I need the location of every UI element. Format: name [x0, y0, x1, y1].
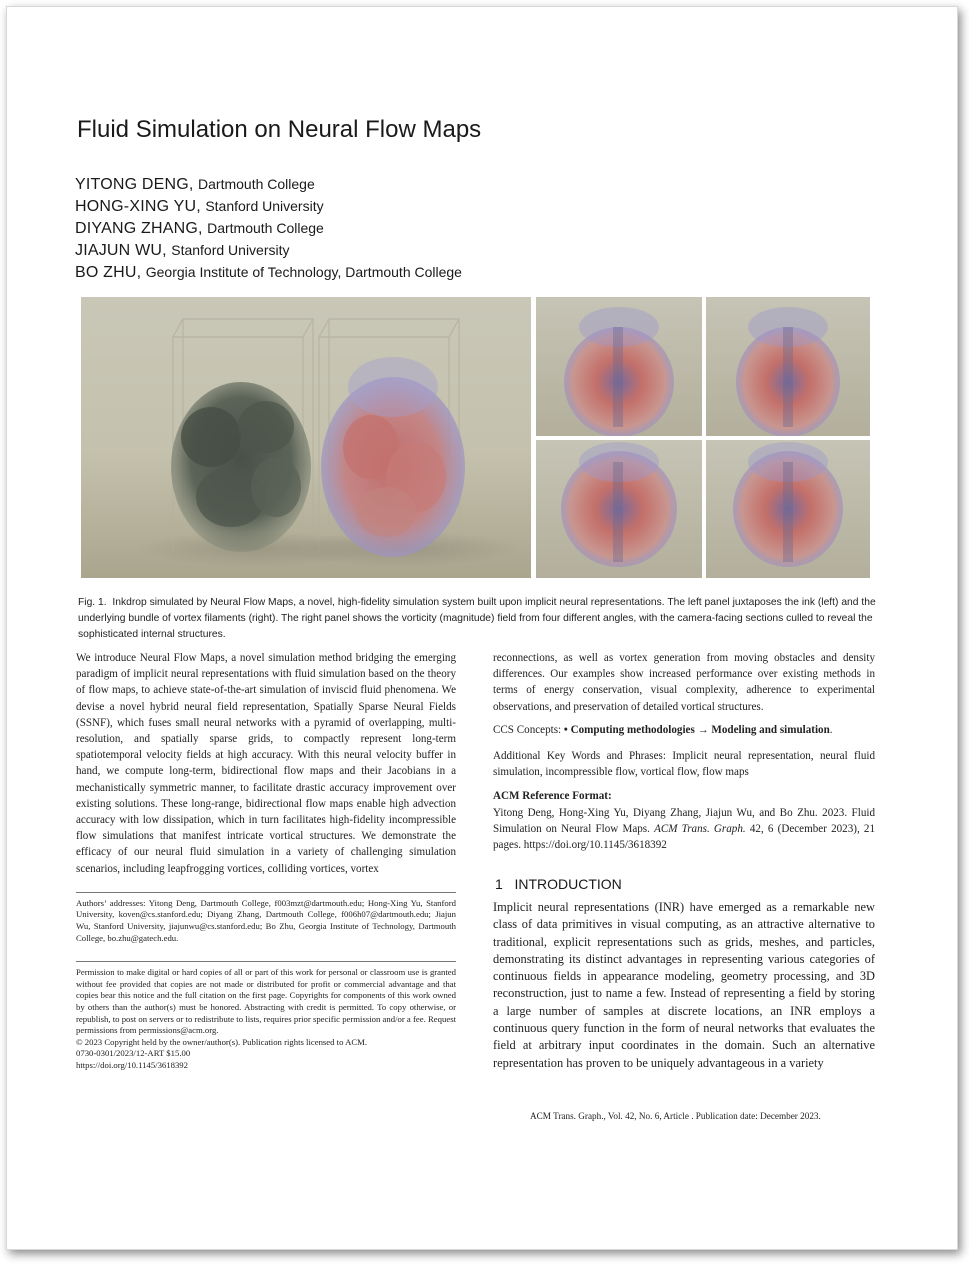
- doi-line: https://doi.org/10.1145/3618392: [76, 1059, 188, 1070]
- permission-footnote: [76, 967, 456, 1071]
- author-name: BO ZHU,: [75, 264, 142, 281]
- paper-title: Fluid Simulation on Neural Flow Maps: [77, 116, 482, 143]
- author-affiliation: Georgia Institute of Technology, Dartmouth College: [145, 264, 462, 280]
- teaser-figure-graphic: [81, 297, 870, 578]
- copyright-line: © 2023 Copyright held by the owner/author(s). Publication rights licensed to ACM.: [76, 1036, 368, 1047]
- author-3: [75, 220, 324, 238]
- author-affiliation: Dartmouth College: [207, 220, 324, 236]
- authors-addresses-footnote: Authors’ addresses: Yitong Deng, Dartmouth College, f003mzt@dartmouth.edu; Hong-Xing Yu, Stanford University, koven@cs.stanford.edu; Diyang Zhang, Dartmouth College, f006h07@dartmouth.edu; Jiajun Wu, Stanford University, jiajunwu@cs.stanford.edu; Bo Zhu, Georgia Institute of Technology, Dartmouth College, bo.zhu@gatech.edu.: [76, 897, 456, 943]
- divider: [76, 892, 456, 893]
- author-affiliation: Stanford University: [205, 198, 324, 214]
- caption-text: Inkdrop simulated by Neural Flow Maps, a novel, high-fidelity simulation system built upon implicit neural representations. The left panel juxtaposes the ink (left) and the underlying bundle of vortex filaments (right). The right panel shows the vorticity (magnitude) field from four different angles, with the camera-facing sections culled to reveal the sophisticated internal structures.: [78, 597, 876, 640]
- ccs-bullet: •: [563, 723, 568, 736]
- keywords-label: Additional Key Words and Phrases:: [493, 750, 666, 763]
- author-2: [75, 198, 324, 216]
- keywords-text: Implicit neural representation, neural fluid simulation, incompressible flow, vortical flow, flow maps: [493, 750, 875, 779]
- abstract-text: We introduce Neural Flow Maps, a novel simulation method bridging the emerging paradigm of implicit neural representations with fluid simulation based on the theory of flow maps, to achieve state-of-the-art simulation of inviscid fluid phenomena. We devise a novel hybrid neural field representation, Spatially Sparse Neural Fields (SSNF), which fuses small neural networks with a pyramid of overlapping, multi-resolution, and spatially sparse grids, to compactly represent long-term spatiotemporal velocity fields at high accuracy. With this neural velocity buffer in hand, we compute long-term, bidirectional flow maps and their Jacobians in a mechanistically symmetric manner, to facilitate drastic accuracy improvement over existing solutions. These long-range, bidirectional flow maps enable high advection accuracy with low dissipation, which in turn facilitates high-fidelity incompressible flow simulations that manifest intricate vortical structures. We demonstrate the efficacy of our neural fluid simulation in a variety of challenging simulation scenarios, including leapfrogging vortices, colliding vortices, vortex: [76, 652, 456, 875]
- teaser-figure: [81, 297, 870, 578]
- author-name: HONG-XING YU,: [75, 198, 201, 215]
- acm-ref-journal: ACM Trans. Graph.: [654, 822, 746, 835]
- acm-reference-text: [493, 805, 875, 854]
- ccs-concept: Computing methodologies → Modeling and simulation: [570, 723, 830, 736]
- caption-label: Fig. 1.: [78, 597, 107, 608]
- section-number: 1: [495, 876, 503, 892]
- figure-caption: [78, 595, 878, 643]
- author-name: DIYANG ZHANG,: [75, 220, 203, 237]
- section-heading-introduction: [495, 876, 622, 892]
- vorticity-view-2: [706, 297, 870, 437]
- keywords: [493, 748, 875, 780]
- author-affiliation: Dartmouth College: [198, 176, 315, 192]
- author-5: [75, 264, 462, 282]
- left-column: [76, 650, 456, 1072]
- vorticity-view-4: [706, 440, 870, 578]
- abstract-continued: reconnections, as well as vortex generation from moving obstacles and density differences. Our examples show increased performance over existing methods in terms of energy conservation, visual complexity, adherence to experimental observations, and preservation of detailed vortical structures.: [493, 652, 875, 713]
- page-footer: ACM Trans. Graph., Vol. 42, No. 6, Article . Publication date: December 2023.: [530, 1111, 821, 1121]
- vorticity-view-1: [536, 297, 702, 437]
- author-name: JIAJUN WU,: [75, 242, 167, 259]
- author-affiliation: Stanford University: [171, 242, 290, 258]
- ccs-label: CCS Concepts:: [493, 723, 562, 736]
- introduction-body: [493, 899, 875, 1072]
- permission-text: Permission to make digital or hard copies of all or part of this work for personal or classroom use is granted without fee provided that copies are not made or distributed for profit or commercial advantage and that copies bear this notice and the full citation on the first page. Copyrights for components of this work owned by others than the author(s) must be honored. Abstracting with credit is permitted. To copy otherwise, or republish, to post on servers or to redistribute to lists, requires prior specific permission and/or a fee. Request permissions from permissions@acm.org.: [76, 967, 456, 1036]
- issn-line: 0730-0301/2023/12-ART $15.00: [76, 1048, 191, 1059]
- section-title: INTRODUCTION: [514, 876, 622, 892]
- acm-ref-part2: 42, 6 (December 2023), 21 pages. https://doi.org/10.1145/3618392: [493, 822, 875, 852]
- author-name: YITONG DENG,: [75, 176, 194, 193]
- author-1: [75, 176, 315, 194]
- divider: [76, 961, 456, 962]
- right-column: [493, 650, 875, 853]
- vorticity-view-3: [536, 440, 702, 578]
- acm-ref-part1: Yitong Deng, Hong-Xing Yu, Diyang Zhang, Jiajun Wu, and Bo Zhu. 2023. Fluid Simulation on Neural Flow Maps.: [493, 806, 875, 835]
- ccs-end: .: [829, 723, 833, 736]
- acm-reference-heading: ACM Reference Format:: [493, 790, 612, 803]
- author-4: [75, 242, 290, 260]
- ccs-concepts: [493, 722, 875, 738]
- introduction-text: Implicit neural representations (INR) have emerged as a remarkable new class of data primitives in visual computing, as an attractive alternative to traditional, explicit representations such as grids, meshes, and particles, demonstrating its distinct advantages in representing various categories of continuous fields in appearance modeling, geometry processing, and 3D reconstruction, just to name a few. Instead of representing a field by storing a large number of samples at discrete locations, an INR employs a continuous query function in the form of neural networks that evaluates the field at arbitrary input coordinates in the domain. Such an alternative representation has proven to be uniquely advantageous in a variety: [493, 900, 875, 1070]
